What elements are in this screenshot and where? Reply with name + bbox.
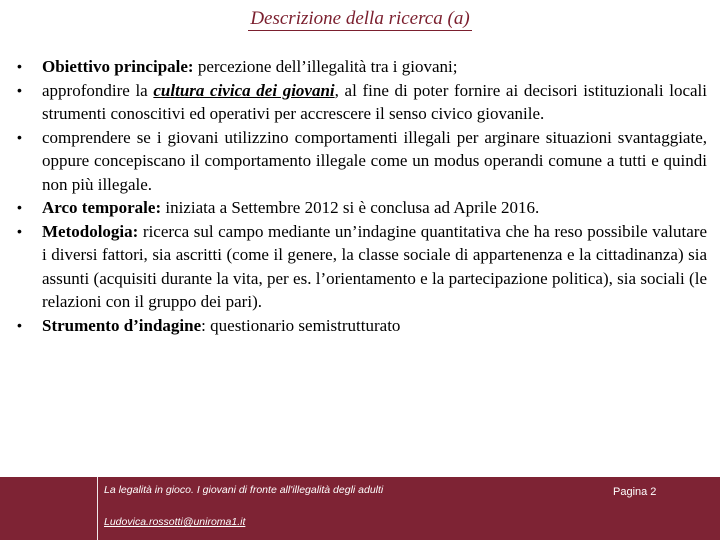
bullet-timeframe-lead: Arco temporale: <box>42 198 162 217</box>
bullet-behaviour <box>17 126 707 197</box>
title-area <box>0 8 720 31</box>
footer-title: La legalità in gioco. I giovani di fronte all'illegalità degli adulti <box>104 484 384 496</box>
bullet-icon: • <box>17 199 22 215</box>
bullet-icon: • <box>17 222 22 239</box>
bullet-methodology-text: ricerca sul campo mediante un’indagine quantitativa che ha reso possibile valutare i diversi fattori, sia ascritti (come il genere, la classe sociale di appartenenza e la cittadinanza) sia assunti (acquisiti durante la vita, per es. l’orientamento e la partecipazione politica), sia sociali (le relazioni con il gruppo dei pari). <box>42 221 707 311</box>
bullet-behaviour-text: comprendere se i giovani utilizzino comportamenti illegali per arginare situazioni svantaggiate, oppure concepiscano il comportamento illegale come un modus operandi comune a tutti e quindi non più illegale. <box>42 127 707 194</box>
bullet-instrument-lead: Strumento d’indagine <box>42 315 202 335</box>
bullet-objective <box>17 55 707 79</box>
bullet-instrument <box>17 314 707 338</box>
bullet-civic-after: , al fine di poter fornire ai decisori istituzionali locali strumenti conoscitivi ed operativi per accrescere il senso civico giovanile. <box>42 80 707 123</box>
bullet-methodology-lead: Metodologia: <box>42 221 139 241</box>
page-number: Pagina 2 <box>613 486 657 498</box>
bullet-icon: • <box>17 316 22 333</box>
bullet-instrument-text: : questionario semistrutturato <box>201 315 401 335</box>
bullet-objective-lead: Obiettivo principale: <box>42 57 194 76</box>
bullet-icon: • <box>17 128 22 145</box>
bullet-civic-culture <box>17 79 707 126</box>
footer-divider <box>97 477 98 540</box>
bullet-objective-text: percezione dell’illegalità tra i giovani; <box>193 57 458 76</box>
bullet-icon: • <box>17 81 22 98</box>
footer-email-link[interactable]: Ludovica.rossotti@uniroma1.it <box>104 516 246 528</box>
bullet-civic-before: approfondire la <box>42 80 154 100</box>
slide-title: Descrizione della ricerca (a) <box>250 8 470 29</box>
bullet-list <box>17 55 707 337</box>
bullet-timeframe-text: iniziata a Settembre 2012 si è conclusa ad Aprile 2016. <box>161 198 540 217</box>
bullet-methodology <box>17 220 707 314</box>
bullet-timeframe <box>17 196 707 220</box>
footer-bar <box>0 477 720 540</box>
bullet-civic-emphasis: cultura civica dei giovani <box>153 80 335 100</box>
bullet-icon: • <box>17 58 22 74</box>
